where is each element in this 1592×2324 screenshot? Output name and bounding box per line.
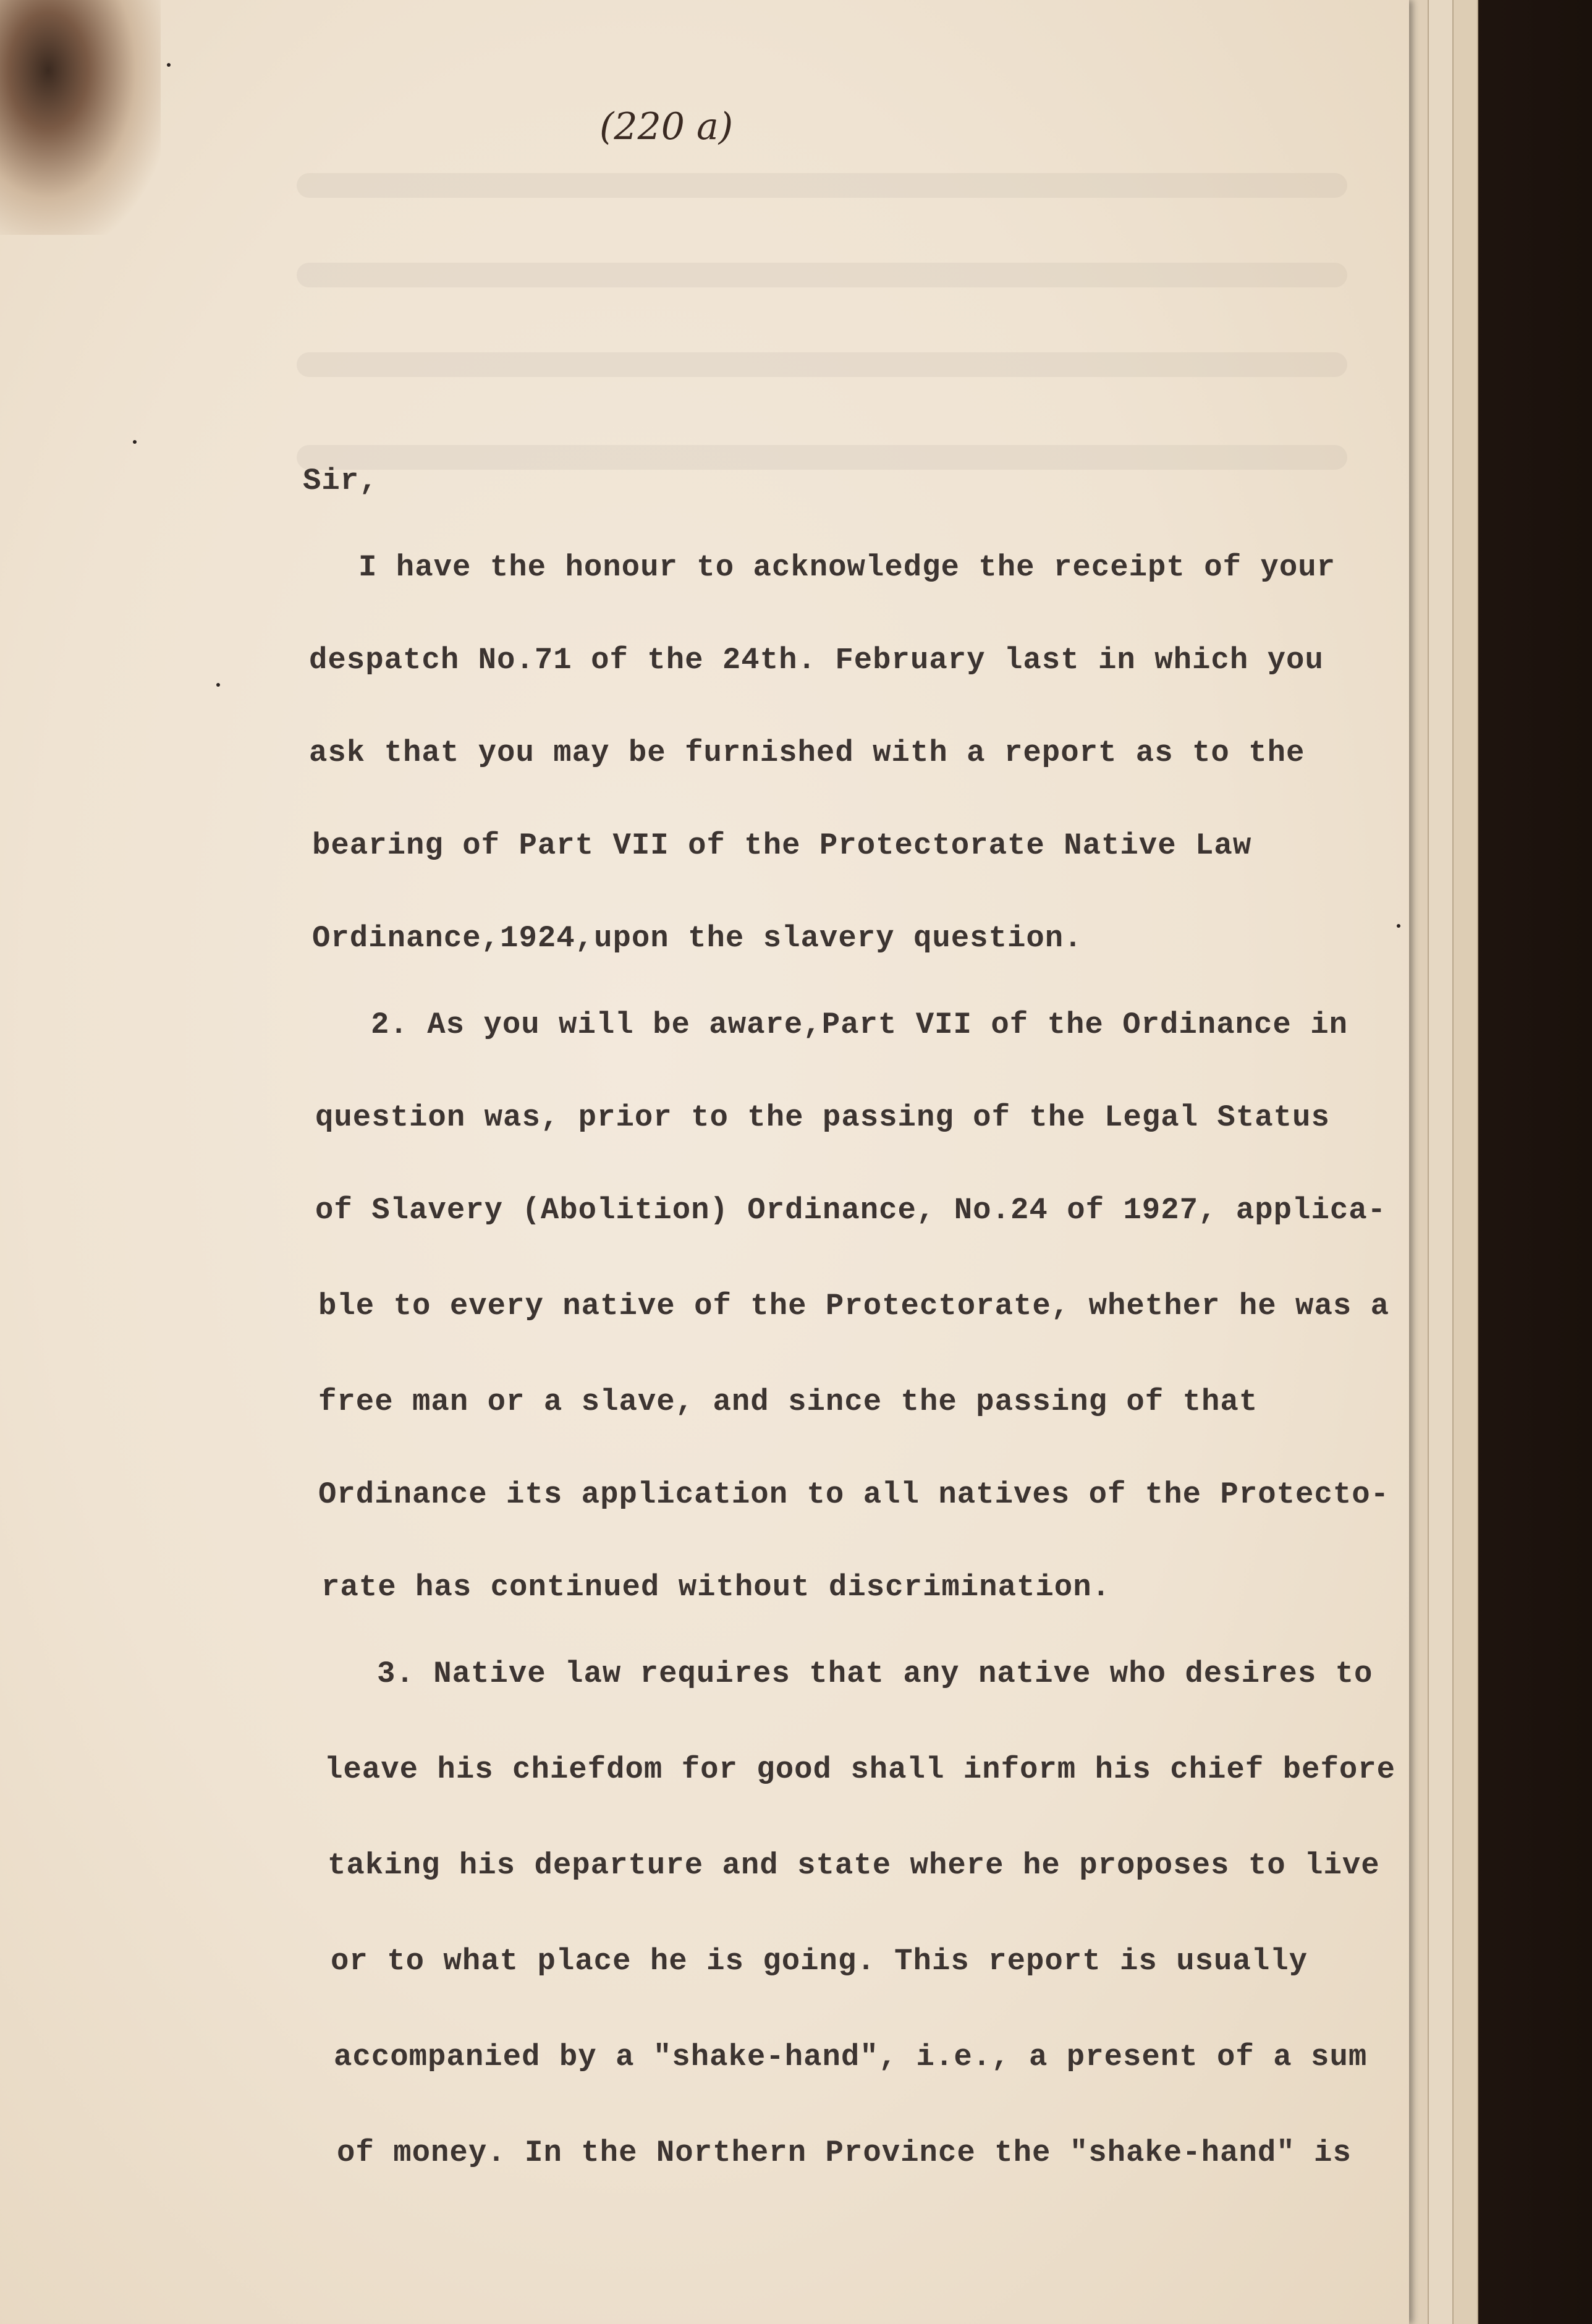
ink-speck	[133, 440, 137, 444]
bleed-through	[297, 263, 1347, 287]
text-line: I have the honour to acknowledge the receipt of your	[358, 550, 1336, 585]
text-line: 2. As you will be aware,Part VII of the Ordinance in	[371, 1007, 1349, 1042]
bleed-through	[297, 445, 1347, 470]
text-line: bearing of Part VII of the Protectorate Native Law	[312, 828, 1252, 863]
text-line: ble to every native of the Protectorate, whether he was a	[318, 1289, 1390, 1323]
text-line: free man or a slave, and since the passing of that	[318, 1385, 1258, 1419]
ink-speck	[216, 683, 220, 687]
page-number: (220 a)	[599, 105, 734, 148]
ink-speck	[167, 63, 171, 67]
text-line: Ordinance,1924,upon the slavery question.	[312, 921, 1083, 956]
text-line: of money. In the Northern Province the "shake-hand" is	[337, 2135, 1352, 2170]
text-line: or to what place he is going. This report is usually	[331, 1944, 1308, 1978]
text-line: taking his departure and state where he proposes to live	[328, 1848, 1380, 1883]
text-line: of Slavery (Abolition) Ordinance, No.24 of 1927, applica-	[315, 1193, 1387, 1228]
bleed-through	[297, 352, 1347, 377]
ink-speck	[1397, 924, 1400, 928]
bleed-through	[297, 173, 1347, 198]
text-line: ask that you may be furnished with a report as to the	[309, 736, 1305, 770]
text-line: Ordinance its application to all natives of the Protecto-	[318, 1477, 1390, 1512]
text-line: accompanied by a "shake-hand", i.e., a present of a sum	[334, 2040, 1368, 2074]
text-line: leave his chiefdom for good shall inform his chief before	[324, 1752, 1396, 1787]
salutation: Sir,	[303, 464, 378, 498]
text-line: despatch No.71 of the 24th. February last in which you	[309, 643, 1324, 677]
text-line: rate has continued without discrimination.	[321, 1570, 1111, 1605]
text-line: 3. Native law requires that any native who desires to	[377, 1656, 1373, 1691]
text-line: question was, prior to the passing of the Legal Status	[315, 1100, 1330, 1135]
